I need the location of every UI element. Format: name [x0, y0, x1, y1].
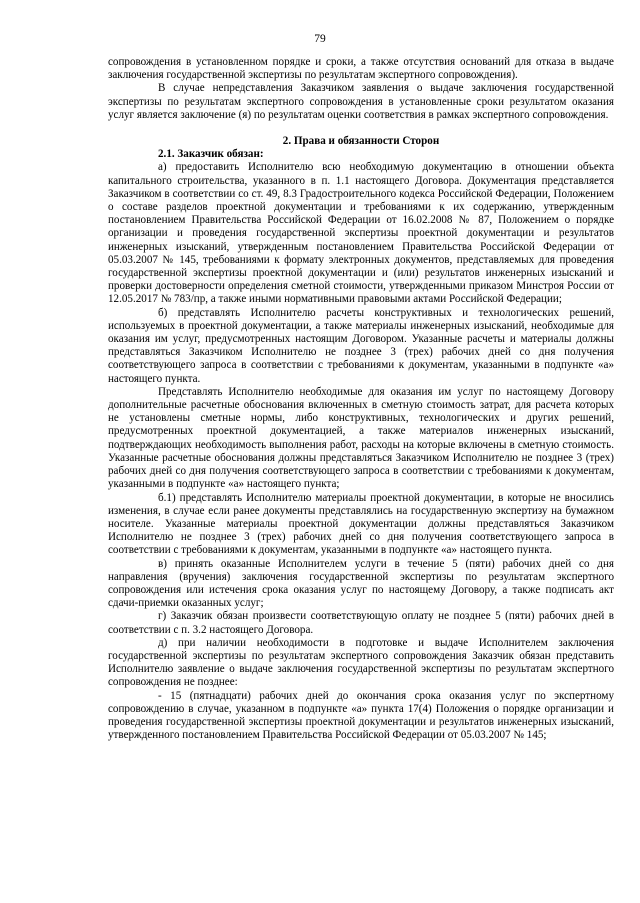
document-body [108, 56, 614, 742]
clause-b-additional: Представлять Исполнителю необходимые для оказания им услуг по настоящему Договору дополнительные расчетные обоснования включенных в сметную стоимость затрат, для расчета которых не установлены сметные нормы, либо конструктивных, технологических и других решений, предусмотренных проектной документацией, а также материалов инженерных изысканий, подтверждающих необходимость выполнения работ, расходы на которые включены в сметную стоимость. Указанные расчетные обоснования должны представляться Заказчиком Исполнителю не позднее 3 (трех) рабочих дней со дня получения соответствующего запроса в соответствии с требованиями к документам, указанными в подпункте «а» настоящего пункта; [108, 385, 614, 491]
section-heading: 2. Права и обязанности Сторон [282, 135, 440, 148]
paragraph-continuation: сопровождения в установленном порядке и сроки, а также отсутствия оснований для отказа в выдаче заключения государственной экспертизы по результатам экспертного сопровождения). [108, 56, 614, 82]
clause-b: б) представлять Исполнителю расчеты конструктивных и технологических решений, используемых в проектной документации, а также материалы инженерных изысканий, необходимые для оказания им услуг, предусмотренных настоящим Договором. Указанные расчеты и материалы должны представляться Заказчиком Исполнителю не позднее 3 (трех) рабочих дней со дня получения соответствующего запроса в соответствии с требованиями к документам, указанными в подпункте «а» настоящего пункта. [108, 306, 614, 385]
clause-d-item-1: - 15 (пятнадцати) рабочих дней до окончания срока оказания услуг по экспертному сопровождению в случае, указанном в подпункте «а» пункта 17(4) Положения о порядке организации и проведения государственной экспертизы проектной документации и результатов инженерных изысканий, утвержденного постановлением Правительства Российской Федерации от 05.03.2007 № 145; [108, 689, 614, 742]
clause-g: г) Заказчик обязан произвести соответствующую оплату не позднее 5 (пяти) рабочих дней в соответствии с п. 3.2 настоящего Договора. [108, 610, 614, 636]
clause-d: д) при наличии необходимости в подготовке и выдаче Исполнителем заключения государственной экспертизы по результатам экспертного сопровождения Заказчик обязан представить Исполнителю заявление о выдаче заключения государственной экспертизы по результатам экспертного сопровождения не позднее: [108, 636, 614, 689]
clause-v: в) принять оказанные Исполнителем услуги в течение 5 (пяти) рабочих дней со дня направления (вручения) заключения государственной экспертизы по результатам экспертного сопровождения или истечения срока оказания услуг по настоящему Договору, а также подписать акт сдачи-приемки оказанных услуг; [108, 557, 614, 610]
page-number: 79 [314, 33, 326, 45]
clause-b1: б.1) представлять Исполнителю материалы проектной документации, в которые не вносились изменения, в случае если ранее документы представлялись на государственную экспертизу на бумажном носителе. Указанные материалы проектной документации должны представляться Заказчиком Исполнителю не позднее 3 (трех) рабочих дней со дня получения соответствующего запроса в соответствии с требованиями к документам, указанными в подпункте «а» настоящего пункта. [108, 491, 614, 557]
paragraph-non-submission: В случае непредставления Заказчиком заявления о выдаче заключения государственной экспертизы по результатам экспертного сопровождения в установленные сроки результатом оказания услуг является заключение (я) по результатам оценки соответствия в рамках экспертного сопровождения. [108, 82, 614, 121]
subsection-heading: 2.1. Заказчик обязан: [158, 148, 264, 161]
spacer [108, 122, 614, 135]
clause-a: а) предоставить Исполнителю всю необходимую документацию в отношении объекта капитального строительства, указанного в п. 1.1 настоящего Договора. Документация представляется Заказчиком в соответствии со ст. 49, 8.3 Градостроительного кодекса Российской Федерации, Положением о составе разделов проектной документации и требованиями к их содержанию, утвержденным постановлением Правительства Российской Федерации от 16.02.2008 № 87, Положением о порядке организации и проведения государственной экспертизы проектной документации и результатов инженерных изысканий, утвержденным постановлением Правительства Российской Федерации от 05.03.2007 № 145, требованиями к формату электронных документов, представляемых для проведения государственной экспертизы проектной документации и (или) результатов инженерных изысканий и проверки достоверности определения сметной стоимости, утвержденными приказом Минстроя России от 12.05.2017 № 783/пр, а также иными нормативными правовыми актами Российской Федерации; [108, 161, 614, 306]
